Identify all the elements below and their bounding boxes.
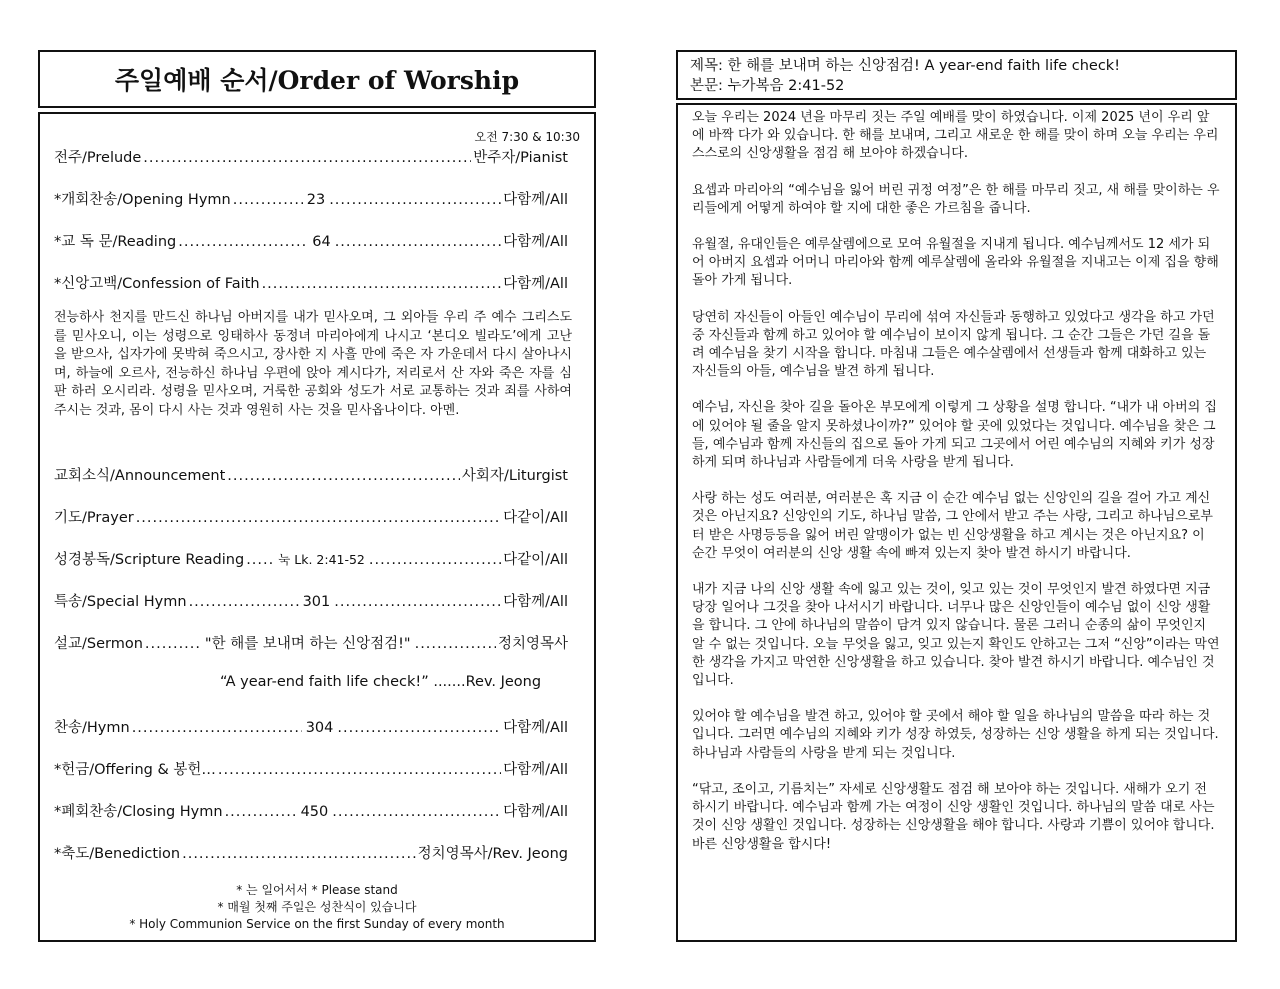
program-detail: 450: [300, 804, 329, 820]
sermon-paragraph-8: 있어야 할 예수님을 발견 하고, 있어야 할 곳에서 해야 할 일을 하나님의 말씀을 따라 하는 것입니다. 그러면 예수님의 지혜와 키가 성장 하였듯, 성장하는 신앙 생활을 하게 되는 것입니다. 하나님과 사람들의 사랑을 받게 되는 것입니다.: [692, 709, 1219, 761]
program-row-benediction: [54, 842, 568, 863]
sermon-title-line: 제목: 한 해를 보내며 하는 신앙점검! A year-end faith life check!: [690, 58, 1121, 74]
program-label: *폐회찬송/Closing Hymn: [54, 804, 223, 820]
program-row-hymn: [54, 716, 568, 737]
program-detail: 304: [305, 720, 334, 736]
sermon-paragraph-3: 유월절, 유대인들은 예루살렘에으로 모여 유월절을 지내게 됩니다. 예수님께서도 12 세가 되어 아버지 요셉과 어머니 마리아와 함께 예루살렘에 올라와 유월절을 지내고는 이제 집을 향해 돌아 가게 됩니다.: [692, 237, 1219, 289]
program-row-opening-hymn: [54, 188, 568, 209]
program-row-sermon: [54, 632, 568, 653]
program-label: *신앙고백/Confession of Faith: [54, 276, 260, 292]
footnote-stand: * 는 일어서서 * Please stand: [236, 883, 398, 897]
program-leader: 반주자/Pianist: [473, 150, 568, 166]
service-time: 오전 7:30 & 10:30: [474, 130, 580, 144]
program-leader: 다함께/All: [503, 804, 568, 820]
sermon-english-title: “A year-end faith life check!” .......Rev. Jeong: [220, 674, 542, 690]
footnotes: [40, 882, 594, 933]
sermon-paragraph-5: 예수님, 자신을 찾아 길을 돌아온 부모에게 이렇게 그 상황을 설명 합니다. “내가 내 아버의 집에 있어야 될 줄을 알지 못하셨나이까?” 있어야 할 곳에 있었다는 것입니다. 예수님을 찾은 그들, 예수님과 함께 자신들의 집으로 돌아 가게 되고 그곳에서 어린 예수님의 지혜와 키가 성장 하게 되며 하나님과 사람들에게 더욱 사랑을 받게 됩니다.: [692, 400, 1217, 471]
program-leader: 사회자/Liturgist: [461, 468, 568, 484]
order-of-worship-title-box: [38, 50, 596, 108]
program-leader: 정치영목사/Rev. Jeong: [417, 846, 568, 862]
program-label: 특송/Special Hymn: [54, 594, 187, 610]
program-leader: 다함께/All: [503, 234, 568, 250]
program-label: 전주/Prelude: [54, 150, 142, 166]
program-leader: 다함께/All: [503, 276, 568, 292]
program-row-prayer: [54, 506, 568, 527]
sermon-body: [676, 103, 1237, 942]
program-detail: 눅 Lk. 2:41-52: [278, 552, 365, 567]
sermon-paragraph-7: 내가 지금 나의 신앙 생활 속에 잃고 있는 것이, 잊고 있는 것이 무엇인지 발견 하였다면 지금 당장 일어나 그것을 찾아 나서시기 바랍니다. 너무나 많은 신앙인들이 예수님 없이 신앙 생활을 합니다. 그 안에 하나님의 말씀이 담겨 있지 않습니다. 물론 그러니 순종의 삶이 무엇인지 알 수 없는 것입니다. 오늘 무엇을 잃고, 잊고 있는지 확인도 안하고는 그저 “신앙”이라는 막연한 생각을 가지고 막연한 신앙생활을 하고 있습니다. 찾아 발견 하시기 바랍니다. 예수님인 것입니다.: [692, 582, 1220, 689]
order-of-worship-body: [38, 112, 596, 942]
program-leader: 다함께/All: [503, 594, 568, 610]
program-leader: 다함께/All: [503, 720, 568, 736]
program-label: 성경봉독/Scripture Reading: [54, 552, 245, 568]
sermon-paragraph-2: 요셉과 마리아의 “예수님을 잃어 버린 귀정 여정”은 한 해를 마무리 짓고, 새 해를 맞이하는 우리들에게 어떻게 하여야 할 지에 대한 좋은 가르침을 줍니다.: [692, 182, 1220, 216]
program-leader: 다같이/All: [503, 552, 568, 568]
program-label: *축도/Benediction: [54, 846, 181, 862]
program-row-special-hymn: [54, 590, 568, 611]
program-leader: 정치영목사: [497, 636, 568, 652]
program-row-announcement: [54, 464, 568, 485]
sermon-scripture-line: 본문: 누가복음 2:41-52: [690, 78, 845, 94]
program-label: *개회찬송/Opening Hymn: [54, 192, 231, 208]
program-row-offering: [54, 758, 568, 779]
sermon-paragraph-6: 사랑 하는 성도 여러분, 여러분은 혹 지금 이 순간 예수님 없는 신앙인의 길을 걸어 가고 계신 것은 아닌지요? 신앙인의 기도, 하나님 말씀, 그 안에서 받고 주는 사랑, 그리고 하나님으로부터 받은 사명등등을 잃어 버린 알맹이가 없는 빈 신앙생활을 하고 계시는 것은 아닌지요? 이 순간 무엇이 여러분의 신앙 생활 속에 빠져 있는지 찾아 발견 하시기 바랍니다.: [692, 491, 1213, 561]
footnote-communion-ko: * 매월 첫째 주일은 성찬식이 있습니다: [217, 900, 417, 914]
program-leader: 다함께/All: [503, 192, 568, 208]
program-leader: 다함께/All: [503, 762, 568, 778]
apostles-creed-text: 전능하사 천지를 만드신 하나님 아버지를 내가 믿사오며, 그 외아들 우리 주 예수 그리스도를 믿사오니, 이는 성령으로 잉태하사 동정녀 마리아에게 나시고 ‘본디오 빌라도’에게 고난을 받으사, 십자가에 못박혀 죽으시고, 장사한 지 사흘 만에 죽은 자 가운데서 다시 살아나시며, 하늘에 오르사, 전능하신 하나님 우편에 앉아 계시다가, 저리로서 산 자와 죽은 자를 심판 하러 오시리라. 성령을 믿사오며, 거룩한 공회와 성도가 서로 교통하는 것과 죄를 사하여 주시는 것과, 몸이 다시 사는 것과 영원히 사는 것을 믿사옵나이다. 아멘.: [54, 310, 572, 418]
program-detail: 64: [312, 234, 331, 250]
program-detail: "한 해를 보내며 하는 신앙점검!": [204, 636, 411, 652]
program-detail: 301: [302, 594, 331, 610]
program-detail: 23: [306, 192, 326, 208]
program-label: *교 독 문/Reading: [54, 234, 177, 250]
program-label: 찬송/Hymn: [54, 720, 130, 736]
program-row-closing-hymn: [54, 800, 568, 821]
footnote-communion-en: * Holy Communion Service on the first Sunday of every month: [129, 917, 505, 931]
program-row-scripture: [54, 548, 568, 569]
program-label: *헌금/Offering & 봉헌…: [54, 762, 216, 778]
sermon-paragraph-4: 당연히 자신들이 아들인 예수님이 무리에 섞여 자신들과 동행하고 있었다고 생각을 하고 가던 중 자신들과 함께 하고 있어야 할 예수님이 보이지 않게 됩니다. 그 순간 그들은 가던 길을 돌려 예수님을 찾기 시작을 합니다. 마침내 그들은 예수살렘에서 선생들과 함께 대화하고 있는 자신들의 아들, 예수님을 발견 하게 됩니다.: [692, 309, 1215, 380]
program-row-prelude: [54, 146, 568, 167]
program-label: 기도/Prayer: [54, 510, 134, 526]
order-of-worship-title: 주일예배 순서/Order of Worship: [114, 66, 520, 95]
program-leader: 다같이/All: [503, 510, 568, 526]
program-label: 설교/Sermon: [54, 636, 143, 652]
sermon-paragraph-1: 오늘 우리는 2024 년을 마무리 짓는 주일 예배를 맞이 하였습니다. 이제 2025 년이 우리 앞에 바짝 다가 와 있습니다. 한 해를 보내며, 그리고 새로운 한 해를 맞이 하며 오늘 우리는 우리 스스로의 신앙생활을 점검 해 보아야 하겠습니다.: [692, 110, 1219, 162]
program-row-confession: [54, 272, 568, 293]
program-label: 교회소식/Announcement: [54, 468, 226, 484]
sermon-header-box: [676, 50, 1237, 100]
sermon-paragraph-9: “닦고, 조이고, 기름치는” 자세로 신앙생활도 점검 해 보아야 하는 것입니다. 새해가 오기 전 하시기 바랍니다. 예수님과 함께 가는 여정이 신앙 생활인 것입니다. 하나님의 말씀 대로 사는 것이 신앙 생활인 것입니다. 성장하는 신앙생활을 해야 합니다. 사랑과 기쁨이 있어야 합니다. 바른 신앙생활을 합시다!: [692, 781, 1215, 852]
program-row-reading: [54, 230, 568, 251]
